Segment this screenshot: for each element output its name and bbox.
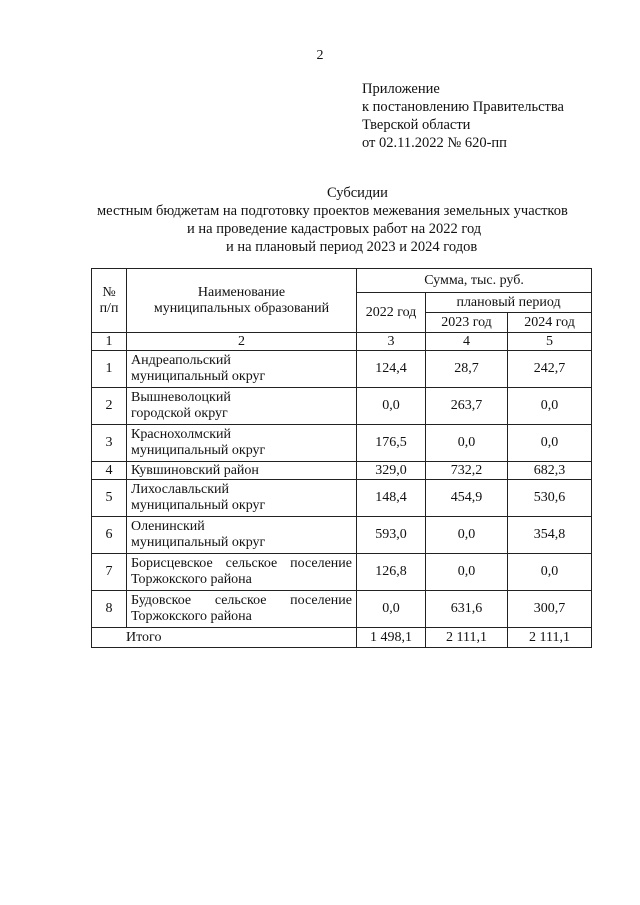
appendix-block (362, 80, 564, 152)
municipality-name (127, 591, 357, 628)
appendix-line: от 02.11.2022 № 620-пп (362, 135, 507, 151)
column-number: 1 (92, 333, 127, 351)
table-row (92, 388, 592, 425)
municipality-name-line: муниципальный округ (131, 443, 266, 458)
municipality-name-line: Кувшиновский район (131, 462, 259, 478)
municipality-name-line: муниципальный округ (131, 535, 266, 550)
amount-2022: 126,8 (357, 554, 426, 591)
municipality-name (127, 517, 357, 554)
row-number: 4 (92, 462, 127, 480)
total-2023: 2 111,1 (426, 628, 508, 648)
table-row (92, 351, 592, 388)
column-number: 5 (508, 333, 592, 351)
table-row (92, 480, 592, 517)
municipality-name-line: муниципальный округ (131, 498, 266, 513)
table-row (92, 591, 592, 628)
municipality-name-line: Будовское сельское поселение (131, 593, 352, 608)
amount-2024: 530,6 (508, 480, 592, 517)
amount-2022: 124,4 (357, 351, 426, 388)
column-number: 2 (127, 333, 357, 351)
municipality-name (127, 425, 357, 462)
municipality-name-line: Вышневолоцкий (131, 390, 231, 405)
municipality-name-line: Андреапольский (131, 353, 231, 368)
appendix-line: Приложение (362, 81, 440, 97)
municipality-name-line: Торжокского района (131, 572, 252, 587)
appendix-line: Тверской области (362, 117, 471, 133)
row-number: 6 (92, 517, 127, 554)
title-line: Субсидии (327, 185, 388, 201)
header-name: Наименование муниципальных образований (127, 269, 357, 333)
amount-2022: 329,0 (357, 462, 426, 480)
amount-2023: 454,9 (426, 480, 508, 517)
row-number: 8 (92, 591, 127, 628)
header-planned: плановый период (426, 293, 592, 313)
municipality-name-line: Лихославльский (131, 482, 230, 497)
amount-2024: 242,7 (508, 351, 592, 388)
municipality-name (127, 480, 357, 517)
row-number: 5 (92, 480, 127, 517)
amount-2022: 593,0 (357, 517, 426, 554)
amount-2024: 0,0 (508, 554, 592, 591)
row-number: 1 (92, 351, 127, 388)
amount-2022: 0,0 (357, 591, 426, 628)
page-number: 2 (316, 48, 324, 63)
table-row (92, 554, 592, 591)
amount-2023: 732,2 (426, 462, 508, 480)
municipality-name-line: муниципальный округ (131, 369, 266, 384)
table-row (92, 517, 592, 554)
table-row (92, 462, 592, 480)
amount-2024: 354,8 (508, 517, 592, 554)
row-number: 7 (92, 554, 127, 591)
amount-2024: 300,7 (508, 591, 592, 628)
total-label: Итого (92, 628, 357, 648)
header-sum: Сумма, тыс. руб. (357, 269, 592, 293)
header-number: № п/п (92, 269, 127, 333)
column-number: 4 (426, 333, 508, 351)
subsidies-table (91, 268, 592, 648)
header-2022: 2022 год (357, 293, 426, 333)
appendix-line: к постановлению Правительства (362, 99, 564, 115)
total-row (92, 628, 592, 648)
row-number: 2 (92, 388, 127, 425)
municipality-name (127, 351, 357, 388)
municipality-name-line: городской округ (131, 406, 228, 421)
municipality-name (127, 554, 357, 591)
title-line: и на проведение кадастровых работ на 2022 год (187, 221, 482, 237)
column-number: 3 (357, 333, 426, 351)
amount-2023: 631,6 (426, 591, 508, 628)
amount-2024: 682,3 (508, 462, 592, 480)
municipality-name (127, 462, 357, 480)
document-title (0, 184, 640, 256)
title-line: и на плановый период 2023 и 2024 годов (226, 239, 478, 255)
municipality-name (127, 388, 357, 425)
header-2024: 2024 год (508, 313, 592, 333)
municipality-name-line: Торжокского района (131, 609, 252, 624)
municipality-name-line: Борисцевское сельское поселение (131, 556, 352, 571)
amount-2024: 0,0 (508, 388, 592, 425)
amount-2023: 0,0 (426, 517, 508, 554)
header-2023: 2023 год (426, 313, 508, 333)
municipality-name-line: Оленинский (131, 519, 205, 534)
amount-2023: 263,7 (426, 388, 508, 425)
total-2024: 2 111,1 (508, 628, 592, 648)
amount-2024: 0,0 (508, 425, 592, 462)
title-line: местным бюджетам на подготовку проектов межевания земельных участков (97, 203, 568, 219)
amount-2023: 28,7 (426, 351, 508, 388)
table-row (92, 425, 592, 462)
amount-2022: 176,5 (357, 425, 426, 462)
amount-2022: 148,4 (357, 480, 426, 517)
column-number-row (92, 333, 592, 351)
row-number: 3 (92, 425, 127, 462)
amount-2023: 0,0 (426, 425, 508, 462)
municipality-name-line: Краснохолмский (131, 427, 232, 442)
total-2022: 1 498,1 (357, 628, 426, 648)
amount-2023: 0,0 (426, 554, 508, 591)
amount-2022: 0,0 (357, 388, 426, 425)
